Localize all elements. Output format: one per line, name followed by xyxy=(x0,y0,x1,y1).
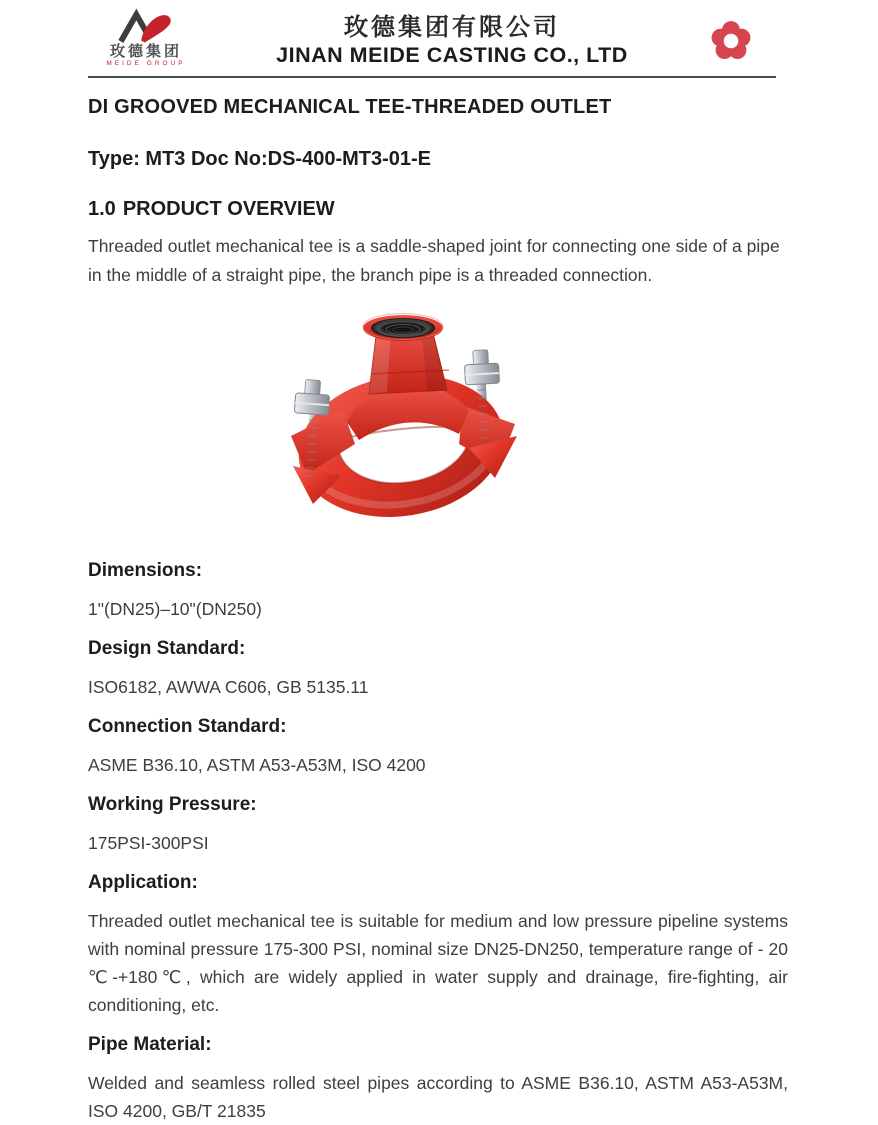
spec-heading: Pipe Material: xyxy=(88,1034,212,1055)
meide-logo-mark-icon xyxy=(117,10,175,44)
spec-value: Threaded outlet mechanical tee is suitable for medium and low pressure pipeline systems with nominal pressure 175-300 PSI, nominal size DN25-DN250, temperature range of - 20 ℃-+180℃, which are widely applied in water supply and drainage, fire-fighting, air conditioning, etc. xyxy=(88,911,788,1015)
section-heading-product-overview xyxy=(88,198,788,221)
flower-wrap xyxy=(708,10,758,69)
overview-paragraph: Threaded outlet mechanical tee is a saddle-shaped joint for connecting one side of a pipe in the middle of a straight pipe, the branch pipe is a threaded connection. xyxy=(88,236,780,285)
spec-design-standard xyxy=(88,638,788,701)
company-logo xyxy=(96,10,196,68)
spec-value: ASME B36.10, ASTM A53-A53M, ISO 4200 xyxy=(88,755,426,775)
company-name-en: JINAN MEIDE CASTING CO., LTD xyxy=(276,43,628,67)
header xyxy=(0,0,878,69)
document-title: DI GROOVED MECHANICAL TEE-THREADED OUTLET xyxy=(88,96,612,118)
logo-text-cn: 玫德集团 xyxy=(109,43,182,60)
spec-value: 175PSI-300PSI xyxy=(88,833,209,853)
spec-heading: Connection Standard: xyxy=(88,716,287,737)
spec-heading: Working Pressure: xyxy=(88,794,257,815)
content xyxy=(0,96,878,1125)
header-divider xyxy=(88,76,776,78)
spec-value: ISO6182, AWWA C606, GB 5135.11 xyxy=(88,677,369,697)
type-doc-line: Type: MT3 Doc No:DS-400-MT3-01-E xyxy=(88,148,432,170)
section-title: PRODUCT OVERVIEW xyxy=(122,198,335,220)
spec-pipe-material xyxy=(88,1034,788,1125)
spec-heading: Dimensions: xyxy=(88,560,203,581)
spec-heading: Application: xyxy=(88,872,198,893)
spec-application xyxy=(88,872,788,1019)
spec-value: Welded and seamless rolled steel pipes according to ASME B36.10, ASTM A53-A53M, ISO 4200, GB/T 21835 xyxy=(88,1073,788,1121)
spec-dimensions xyxy=(88,560,788,623)
spec-sections xyxy=(88,560,788,1125)
product-figure xyxy=(88,298,788,546)
spec-working-pressure xyxy=(88,794,788,857)
section-number: 1.0 xyxy=(88,198,116,220)
spec-heading: Design Standard: xyxy=(88,638,246,659)
company-name-cn: 玫德集团有限公司 xyxy=(344,14,560,41)
company-titles xyxy=(196,10,708,69)
plum-blossom-icon xyxy=(708,18,754,64)
logo-text-en: MEIDE GROUP xyxy=(106,60,186,67)
product-photo-mechanical-tee xyxy=(263,298,613,538)
spec-value: 1"(DN25)–10"(DN250) xyxy=(88,599,262,619)
spec-connection-standard xyxy=(88,716,788,779)
